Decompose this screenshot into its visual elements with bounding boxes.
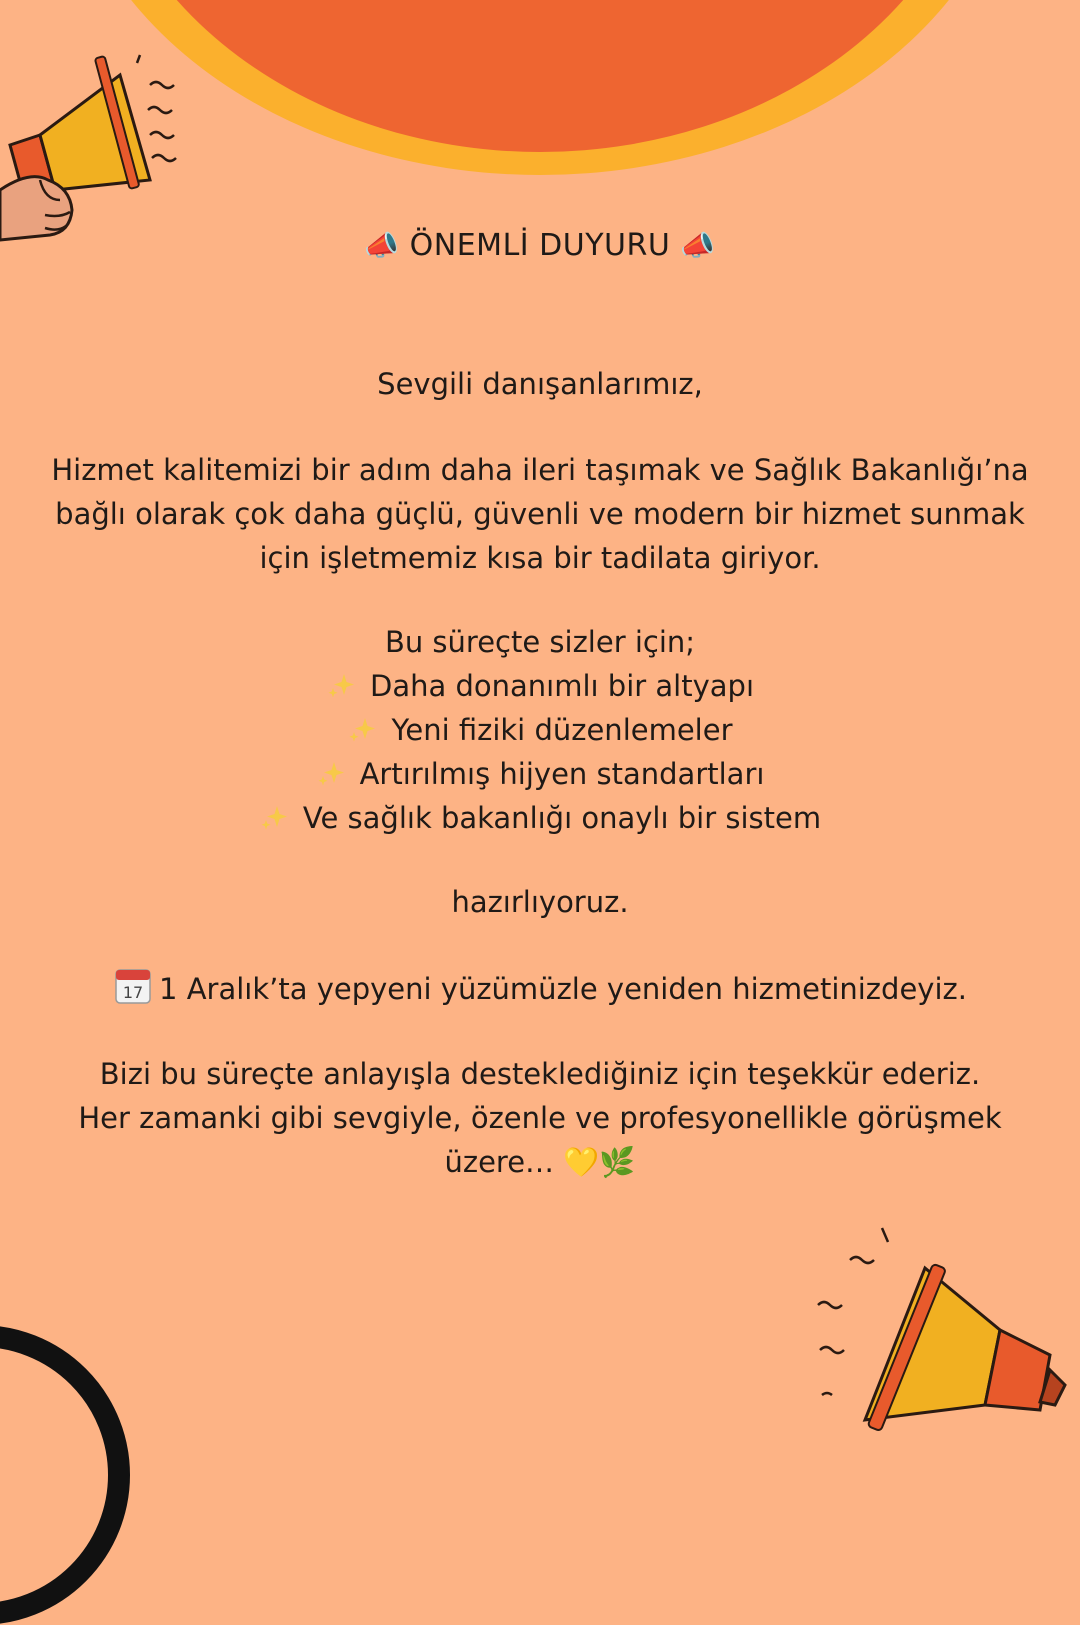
list-item-text: Artırılmış hijyen standartları	[359, 757, 765, 791]
list-item-text: Yeni fiziki düzenlemeler	[391, 713, 733, 747]
title-text: ÖNEMLİ DUYURU	[409, 228, 671, 263]
decor-black-ring	[0, 1325, 130, 1625]
list-outro	[0, 880, 1080, 924]
intro-line: için işletmemiz kısa bir tadilata giriyor.	[259, 541, 821, 575]
date-line-text: 1 Aralık’ta yepyeni yüzümüzle yeniden hizmetinizdeyiz.	[159, 972, 967, 1006]
greeting-text: Sevgili danışanlarımız,	[377, 367, 703, 401]
date-announcement	[0, 966, 1080, 1011]
intro-paragraph	[0, 448, 1080, 580]
closing-line	[0, 1140, 1080, 1184]
sparkles-icon	[259, 802, 289, 832]
list-item-text: Daha donanımlı bir altyapı	[370, 669, 754, 703]
list-item-text: Ve sağlık bakanlığı onaylı bir sistem	[302, 801, 822, 835]
feature-list	[0, 620, 1080, 840]
list-outro-text: hazırlıyoruz.	[451, 885, 629, 919]
list-item	[0, 796, 1080, 840]
sparkles-icon	[347, 714, 377, 744]
sparkles-icon	[316, 758, 346, 788]
list-item	[0, 708, 1080, 752]
thanks-paragraph	[0, 1052, 1080, 1184]
calendar-icon	[113, 966, 153, 1006]
intro-line: bağlı olarak çok daha güçlü, güvenli ve modern bir hizmet sunmak	[55, 497, 1025, 531]
heart-herb-icon: 💛🌿	[563, 1145, 636, 1179]
list-item	[0, 752, 1080, 796]
megaphone-hand-illustration	[0, 50, 200, 250]
list-item	[0, 664, 1080, 708]
greeting	[0, 362, 1080, 406]
svg-text:17: 17	[122, 983, 144, 1002]
date-line	[0, 966, 1080, 1011]
sparkles-icon	[326, 670, 356, 700]
megaphone-illustration	[800, 1220, 1080, 1440]
thanks-line: Her zamanki gibi sevgiyle, özenle ve profesyonellikle görüşmek	[78, 1101, 1002, 1135]
announcement-title	[0, 228, 1080, 263]
list-intro: Bu süreçte sizler için;	[384, 625, 696, 659]
megaphone-icon: 📣	[364, 229, 400, 262]
closing-text: üzere…	[444, 1145, 555, 1179]
megaphone-icon: 📣	[680, 229, 716, 262]
intro-line: Hizmet kalitemizi bir adım daha ileri taşımak ve Sağlık Bakanlığı’na	[51, 453, 1029, 487]
thanks-line: Bizi bu süreçte anlayışla desteklediğiniz için teşekkür ederiz.	[99, 1057, 981, 1091]
